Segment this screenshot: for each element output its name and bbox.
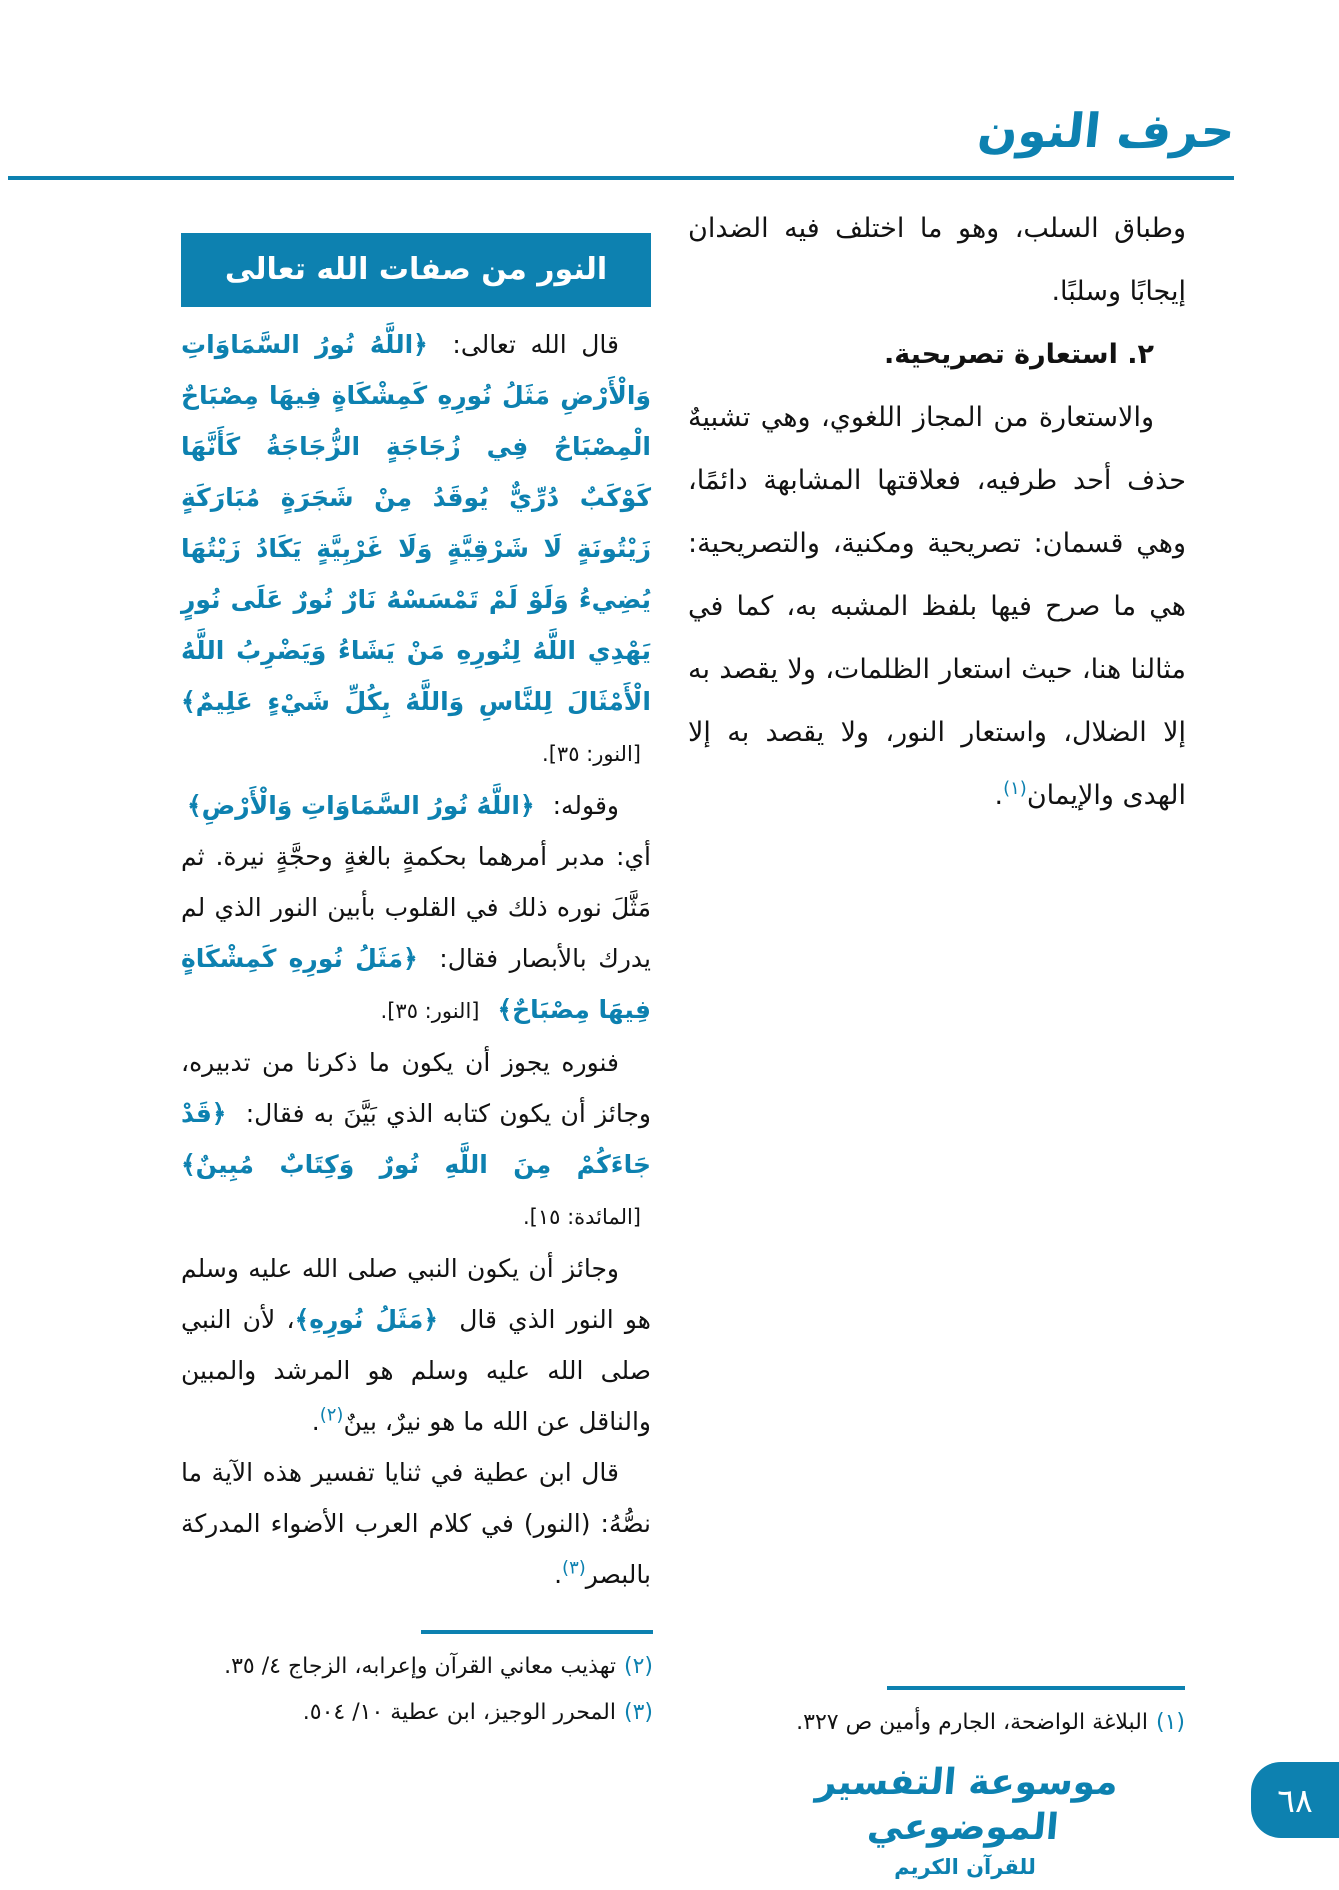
paragraph-tafsir-2 xyxy=(181,1037,651,1243)
quote-intro: وقوله: xyxy=(552,791,619,820)
numbered-subheading xyxy=(688,323,1186,386)
column-right xyxy=(688,197,1186,827)
quran-verse-fragment: ﴿اللَّهُ نُورُ السَّمَاوَاتِ وَالْأَرْضِ﴾ xyxy=(186,791,535,820)
footnote-3 xyxy=(161,1690,653,1736)
paragraph-ibn-atiyya xyxy=(181,1447,651,1600)
body-text: والاستعارة من المجاز اللغوي، وهي تشبيهٌ حذف أحد طرفيه، فعلاقتها المشابهة دائمًا، وهي قسمان: تصريحية ومكنية، والتصريحية: هي ما صرح فيها بلفظ المشبه به، كما في مثالنا هنا، حيث استعار الظلمات، ولا يقصد به إلا الضلال، واستعار النور، ولا يقصد به إلا الهدى والإيمان xyxy=(688,402,1186,811)
publisher-logo-calligraphy: موسوعة التفسير الموضوعي xyxy=(814,1762,1120,1848)
verse-block-nur35 xyxy=(181,319,651,780)
footnote-2 xyxy=(161,1644,653,1690)
quran-verse-maida15: ﴿قَدْ جَاءَكُمْ مِنَ اللَّهِ نُورٌ وَكِتَابٌ مُبِينٌ﴾ xyxy=(181,1099,651,1179)
page-number-badge xyxy=(1251,1762,1339,1838)
subheading-text: ٢. استعارة تصريحية. xyxy=(883,339,1154,370)
footnote-number: (٣) xyxy=(623,1700,653,1725)
sentence-period: . xyxy=(311,1407,320,1436)
page-number: ٦٨ xyxy=(1277,1780,1313,1820)
body-text: أي: مدبر أمرهما بحكمةٍ بالغةٍ وحجَّةٍ نيرة. ثم مَثَّلَ نوره ذلك في القلوب بأبين النور الذي لم يدرك بالأبصار فقال: xyxy=(181,842,651,973)
paragraph-tafsir-1 xyxy=(181,831,651,1037)
sentence-period: . xyxy=(554,1560,563,1589)
body-text: وطباق السلب، وهو ما اختلف فيه الضدان إيجابًا وسلبًا. xyxy=(688,213,1186,307)
verse-reference: [النور: ٣٥]. xyxy=(380,999,480,1023)
sentence-period: . xyxy=(994,780,1004,811)
quran-verse-fragment: ﴿مَثَلُ نُورِهِ كَمِشْكَاةٍ فِيهَا مِصْبَاحٌ﴾ xyxy=(181,944,651,1024)
body-text: وجائز أن يكون النبي صلى الله عليه وسلم هو النور الذي قال xyxy=(181,1254,651,1334)
topic-heading-box: النور من صفات الله تعالى xyxy=(181,233,651,307)
column-left xyxy=(181,233,651,1600)
footnote-text: المحرر الوجيز، ابن عطية ١٠/ ٥٠٤. xyxy=(302,1700,616,1725)
quote-intro: قال الله تعالى: xyxy=(452,330,619,359)
quran-verse-nur35: ﴿اللَّهُ نُورُ السَّمَاوَاتِ وَالْأَرْضِ مَثَلُ نُورِهِ كَمِشْكَاةٍ فِيهَا مِصْبَاحٌ الْمِصْبَاحُ فِي زُجَاجَةٍ الزُّجَاجَةُ كَأَنَّهَا كَوْكَبٌ دُرِّيٌّ يُوقَدُ مِنْ شَجَرَةٍ مُبَارَكَةٍ زَيْتُونَةٍ لَا شَرْقِيَّةٍ وَلَا غَرْبِيَّةٍ يَكَادُ زَيْتُهَا يُضِيءُ وَلَوْ لَمْ تَمْسَسْهُ نَارٌ نُورٌ عَلَى نُورٍ يَهْدِي اللَّهُ لِنُورِهِ مَنْ يَشَاءُ وَيَضْرِبُ اللَّهُ الْأَمْثَالَ لِلنَّاسِ وَاللَّهُ بِكُلِّ شَيْءٍ عَلِيمٌ﴾ xyxy=(181,330,651,716)
paragraph-istiara xyxy=(688,386,1186,827)
footnote-marker-2: (٢) xyxy=(319,1404,344,1426)
footnote-number: (١) xyxy=(1155,1710,1185,1735)
verse-reference: [النور: ٣٥]. xyxy=(542,742,641,766)
quran-verse-fragment: ﴿مَثَلُ نُورِهِ﴾ xyxy=(294,1305,439,1334)
footnote-separator xyxy=(887,1686,1185,1690)
verse-block-repeat xyxy=(181,780,651,831)
footnote-separator xyxy=(421,1630,653,1634)
verse-reference: [المائدة: ١٥]. xyxy=(522,1205,641,1229)
body-text: قال ابن عطية في ثنايا تفسير هذه الآية ما نصُّهُ: (النور) في كلام العرب الأضواء المدركة بالبصر xyxy=(181,1458,651,1589)
footnote-marker-1: (١) xyxy=(1003,778,1027,799)
footnote-text: البلاغة الواضحة، الجارم وأمين ص ٣٢٧. xyxy=(796,1710,1148,1735)
chapter-title-calligraphy: حرف النون xyxy=(975,104,1238,159)
footnote-text: تهذيب معاني القرآن وإعرابه، الزجاج ٤/ ٣٥. xyxy=(224,1654,616,1679)
footnote-marker-3: (٣) xyxy=(562,1557,586,1579)
footnote-1 xyxy=(685,1700,1185,1746)
paragraph-tafsir-3 xyxy=(181,1243,651,1447)
footnote-number: (٢) xyxy=(623,1654,653,1679)
footnotes-right xyxy=(685,1686,1185,1746)
body-text: ، لأن النبي صلى الله عليه وسلم هو المرشد والمبين والناقل عن الله ما هو نيرٌ، بينٌ xyxy=(181,1305,651,1436)
publisher-logo xyxy=(810,1760,1120,1880)
publisher-logo-subtitle: للقرآن الكريم xyxy=(894,1855,1036,1879)
paragraph-continuation xyxy=(688,197,1186,323)
header-rule xyxy=(8,176,1234,180)
footnotes-left xyxy=(161,1630,653,1736)
body-text: فنوره يجوز أن يكون ما ذكرنا من تدبيره، وجائز أن يكون كتابه الذي بَيَّنَ به فقال: xyxy=(181,1048,651,1128)
